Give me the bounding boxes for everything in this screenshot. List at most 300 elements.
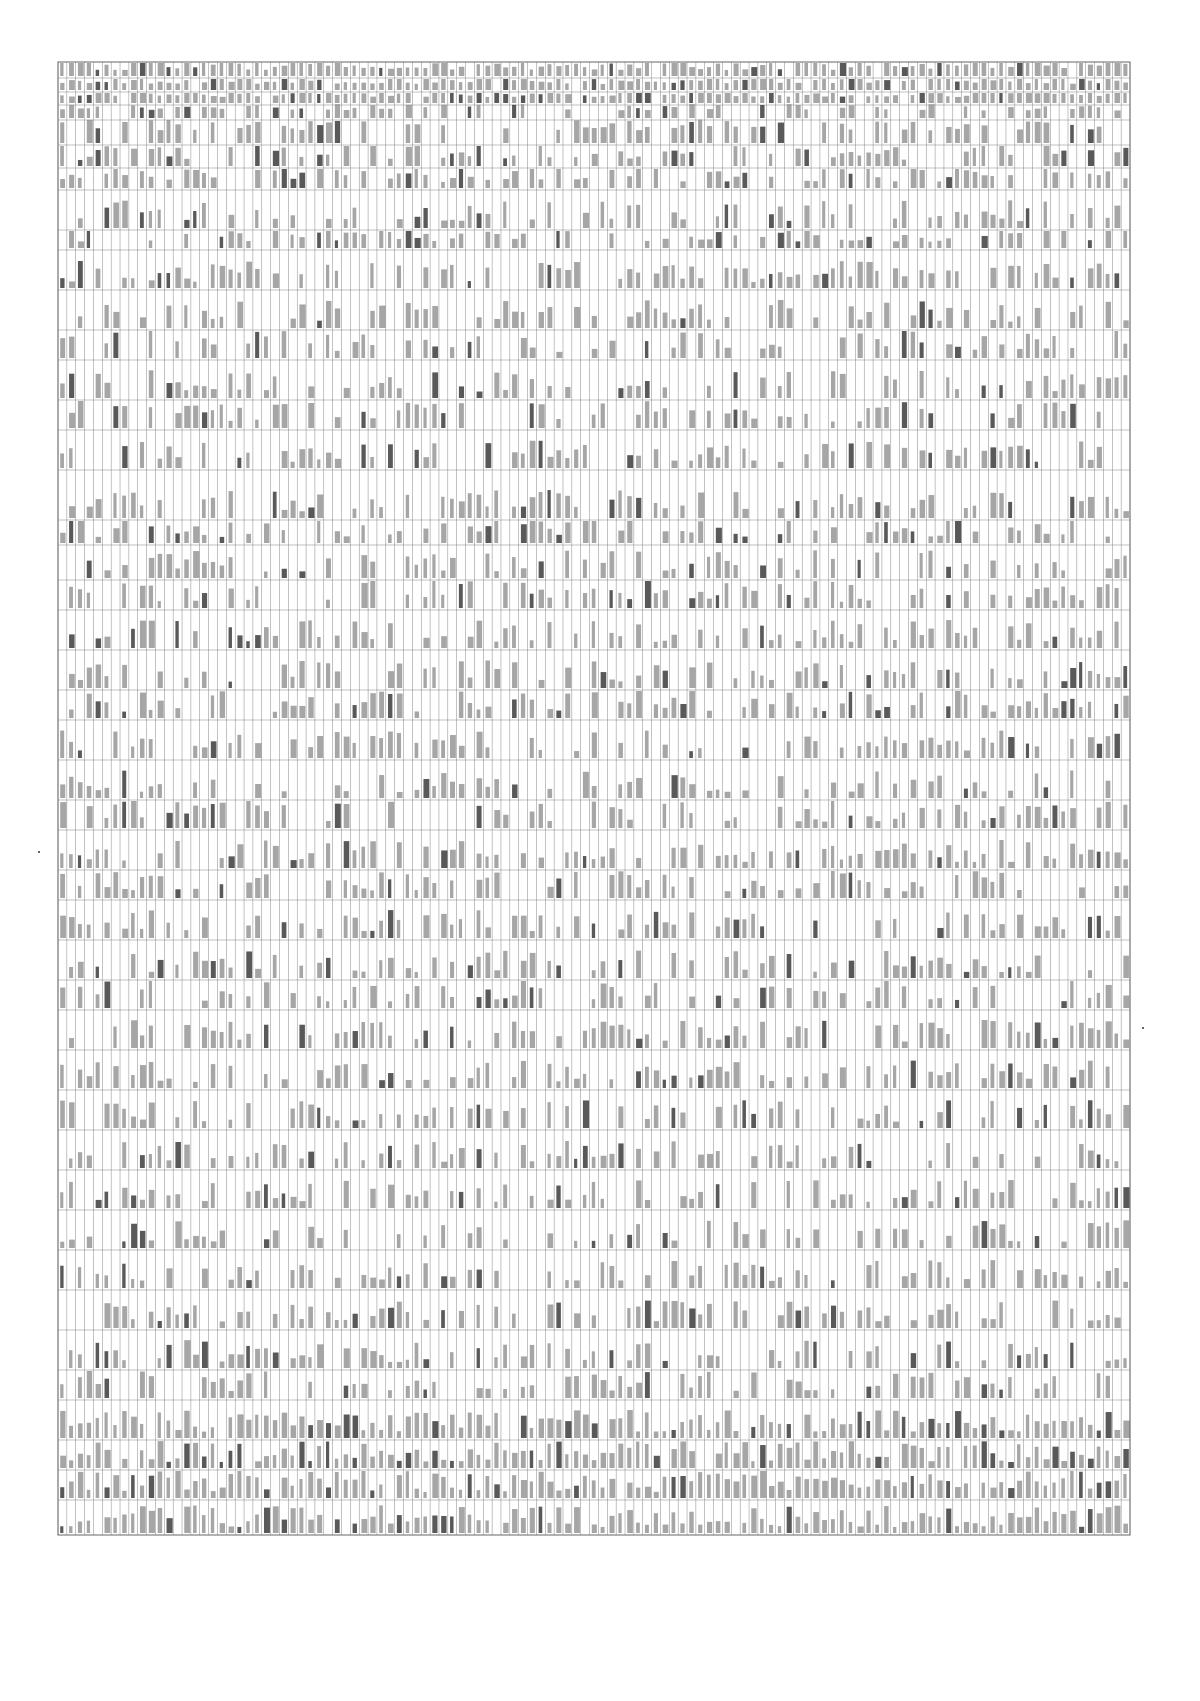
cell-text-mark (1008, 678, 1011, 688)
cell-text-mark (158, 876, 164, 898)
cell-text-mark (893, 181, 897, 188)
cell-text-mark (1017, 93, 1022, 103)
cell-text-mark (937, 745, 942, 758)
cell-text-mark (521, 1356, 527, 1368)
cell-text-mark (1061, 811, 1065, 828)
cell-text-mark (982, 1441, 987, 1468)
cell-text-mark (902, 891, 908, 898)
cell-text-mark (521, 234, 526, 248)
cell-text-mark (220, 79, 224, 90)
cell-text-mark (1123, 666, 1127, 688)
cell-text-mark (140, 817, 144, 828)
cell-text-mark (928, 310, 932, 328)
cell-text-mark (299, 1158, 303, 1168)
cell-text-mark (902, 81, 906, 90)
cell-text-mark (610, 1391, 615, 1398)
cell-text-mark (982, 212, 988, 228)
cell-text-mark (60, 1487, 64, 1498)
cell-text-mark (610, 875, 615, 898)
cell-text-mark (663, 239, 669, 248)
cell-text-mark (778, 1102, 783, 1128)
cell-text-mark (592, 97, 597, 103)
cell-text-mark (255, 805, 260, 828)
cell-text-mark (1035, 524, 1041, 543)
cell-text-mark (273, 1506, 279, 1533)
cell-text-mark (140, 1281, 144, 1288)
cell-text-mark (140, 621, 146, 648)
cell-text-mark (388, 671, 394, 688)
cell-text-mark (158, 853, 163, 868)
cell-text-mark (920, 238, 924, 248)
cell-text-mark (237, 844, 243, 868)
cell-text-mark (105, 818, 109, 828)
cell-text-mark (875, 271, 878, 288)
cell-text-mark (149, 786, 153, 798)
cell-text-mark (680, 63, 686, 76)
cell-text-mark (707, 109, 713, 118)
cell-text-mark (937, 857, 941, 868)
cell-text-mark (574, 1241, 577, 1248)
cell-text-mark (725, 821, 730, 828)
cell-text-mark (645, 581, 651, 608)
cell-text-mark (689, 1199, 694, 1208)
cell-text-mark (229, 1354, 235, 1368)
cell-text-mark (1008, 175, 1013, 188)
cell-text-mark (432, 1142, 435, 1168)
cell-text-mark (787, 97, 790, 103)
cell-text-mark (450, 1191, 453, 1208)
cell-text-mark (574, 1410, 580, 1438)
cell-text-mark (432, 346, 438, 358)
cell-text-mark (202, 747, 208, 758)
cell-text-mark (645, 1525, 649, 1533)
cell-text-mark (875, 772, 878, 798)
cell-text-mark (158, 1508, 163, 1533)
cell-text-mark (866, 816, 872, 828)
cell-text-mark (698, 240, 704, 248)
cell-text-mark (441, 269, 447, 288)
cell-text-mark (1097, 412, 1101, 428)
cell-text-mark (317, 155, 323, 166)
cell-text-mark (574, 872, 577, 898)
cell-text-mark (645, 241, 649, 248)
cell-text-mark (716, 216, 719, 228)
cell-text-mark (485, 97, 489, 103)
cell-text-mark (698, 454, 702, 468)
cell-text-mark (60, 533, 65, 543)
cell-text-mark (1106, 94, 1110, 103)
cell-text-mark (760, 349, 765, 358)
cell-text-mark (884, 80, 890, 90)
cell-text-mark (353, 971, 358, 978)
cell-text-mark (672, 1108, 676, 1128)
cell-text-mark (999, 385, 1002, 398)
cell-text-mark (556, 535, 562, 543)
cell-text-mark (574, 120, 580, 143)
cell-text-mark (282, 66, 288, 76)
cell-text-mark (512, 374, 517, 398)
cell-text-mark (840, 874, 846, 899)
cell-text-mark (291, 319, 296, 328)
cell-text-mark (999, 93, 1002, 103)
cell-text-mark (796, 1109, 800, 1128)
cell-text-mark (344, 175, 348, 188)
cell-text-mark (565, 387, 570, 398)
cell-text-mark (672, 461, 678, 468)
cell-text-mark (920, 170, 925, 188)
cell-text-mark (441, 850, 447, 868)
cell-text-mark (69, 1182, 73, 1208)
cell-text-mark (459, 919, 462, 938)
cell-text-mark (751, 1114, 756, 1128)
cell-text-mark (813, 1442, 818, 1469)
cell-text-mark (1044, 376, 1049, 398)
cell-text-mark (937, 1423, 941, 1438)
cell-text-mark (1026, 83, 1031, 90)
cell-text-mark (1088, 129, 1094, 143)
cell-text-mark (344, 841, 350, 868)
cell-text-mark (1123, 1474, 1126, 1498)
cell-text-mark (317, 662, 320, 688)
cell-text-mark (654, 983, 657, 1008)
cell-text-mark (654, 1070, 659, 1088)
cell-text-mark (246, 534, 251, 543)
cell-text-mark (264, 1074, 268, 1088)
cell-text-mark (415, 1489, 419, 1498)
cell-text-mark (317, 1238, 323, 1248)
cell-text-mark (485, 232, 490, 248)
cell-text-mark (689, 667, 695, 688)
cell-text-mark (264, 1416, 269, 1438)
cell-text-mark (361, 1348, 367, 1368)
cell-text-mark (689, 1308, 695, 1328)
cell-text-mark (547, 1418, 553, 1438)
cell-text-mark (822, 637, 826, 648)
cell-text-mark (689, 461, 693, 468)
cell-text-mark (78, 782, 83, 798)
cell-text-mark (273, 1144, 278, 1168)
cell-text-mark (866, 1387, 871, 1398)
cell-text-mark (884, 707, 890, 718)
cell-text-mark (973, 350, 977, 358)
cell-text-mark (893, 66, 897, 76)
cell-text-mark (592, 1423, 598, 1438)
cell-text-mark (122, 83, 126, 90)
cell-text-mark (698, 748, 701, 758)
cell-text-mark (282, 701, 288, 718)
cell-text-mark (459, 67, 464, 76)
cell-text-mark (220, 405, 223, 428)
cell-text-mark (565, 94, 571, 103)
cell-text-mark (849, 504, 854, 518)
cell-text-mark (760, 963, 765, 978)
cell-text-mark (663, 1431, 666, 1438)
cell-text-mark (450, 69, 454, 76)
cell-text-mark (1115, 1360, 1120, 1368)
cell-text-mark (131, 80, 137, 90)
cell-text-mark (415, 711, 419, 718)
cell-text-mark (246, 1521, 249, 1533)
cell-text-mark (450, 881, 453, 899)
cell-text-mark (645, 93, 651, 103)
cell-text-mark (751, 881, 756, 898)
cell-text-mark (831, 93, 835, 103)
cell-text-mark (813, 1479, 818, 1498)
cell-text-mark (299, 63, 303, 76)
cell-text-mark (494, 1033, 499, 1048)
cell-text-mark (105, 1104, 110, 1128)
cell-text-mark (601, 563, 606, 578)
cell-text-mark (556, 450, 561, 468)
cell-text-mark (1035, 956, 1041, 978)
cell-text-mark (716, 79, 719, 90)
cell-text-mark (875, 154, 880, 166)
cell-text-mark (955, 1000, 959, 1008)
cell-text-mark (87, 95, 92, 103)
cell-text-mark (1106, 781, 1111, 798)
cell-text-mark (512, 67, 516, 76)
cell-text-mark (78, 241, 84, 248)
cell-text-mark (317, 94, 320, 103)
cell-text-mark (335, 1065, 341, 1088)
cell-text-mark (928, 536, 933, 543)
cell-text-mark (565, 1200, 571, 1208)
cell-text-mark (654, 1151, 660, 1168)
cell-text-mark (521, 961, 527, 978)
cell-text-mark (353, 1480, 358, 1498)
cell-text-mark (494, 571, 498, 578)
cell-text-mark (1123, 231, 1127, 248)
cell-text-mark (1070, 770, 1073, 798)
cell-text-mark (884, 407, 889, 428)
cell-text-mark (415, 124, 421, 143)
cell-text-mark (291, 110, 295, 118)
cell-text-mark (831, 559, 835, 578)
cell-text-mark (1035, 1508, 1039, 1533)
cell-text-mark (530, 521, 536, 543)
cell-text-mark (87, 1455, 91, 1468)
cell-text-mark (964, 1483, 968, 1498)
cell-text-mark (937, 1262, 941, 1288)
cell-text-mark (184, 1411, 189, 1438)
cell-text-mark (229, 1022, 233, 1048)
cell-text-mark (734, 565, 738, 578)
cell-text-mark (725, 583, 729, 608)
cell-text-mark (618, 151, 623, 166)
cell-text-mark (122, 889, 128, 898)
cell-text-mark (60, 83, 64, 90)
cell-text-mark (379, 872, 384, 898)
cell-text-mark (858, 746, 862, 758)
cell-text-mark (60, 383, 64, 398)
cell-text-mark (787, 417, 792, 428)
cell-text-mark (299, 706, 305, 718)
cell-text-mark (663, 671, 668, 688)
cell-text-mark (1035, 1447, 1039, 1468)
cell-text-mark (379, 1485, 382, 1498)
cell-text-mark (1079, 1200, 1084, 1208)
cell-text-mark (113, 1350, 118, 1368)
cell-text-mark (610, 590, 613, 608)
cell-text-mark (725, 1036, 730, 1049)
cell-text-mark (69, 1350, 72, 1368)
cell-text-mark (87, 593, 90, 608)
cell-text-mark (1035, 462, 1038, 468)
cell-text-mark (468, 526, 473, 543)
cell-text-mark (937, 670, 942, 688)
cell-text-mark (1052, 1301, 1058, 1328)
cell-text-mark (672, 107, 678, 118)
cell-text-mark (539, 858, 544, 868)
cell-text-mark (565, 668, 571, 688)
cell-text-mark (707, 557, 710, 578)
cell-text-mark (255, 1415, 258, 1438)
cell-text-mark (229, 147, 233, 166)
cell-text-mark (982, 110, 986, 118)
cell-text-mark (175, 95, 179, 103)
cell-text-mark (441, 1225, 445, 1248)
cell-text-mark (627, 521, 632, 543)
cell-text-mark (468, 1474, 472, 1498)
cell-text-mark (397, 1115, 401, 1128)
cell-text-mark (636, 312, 641, 328)
cell-text-mark (415, 1196, 419, 1208)
cell-text-mark (707, 1475, 711, 1498)
cell-text-mark (175, 1430, 181, 1438)
cell-text-mark (122, 406, 127, 428)
cell-text-mark (999, 79, 1003, 90)
cell-text-mark (503, 202, 506, 228)
cell-text-mark (787, 852, 792, 868)
cell-text-mark (105, 1303, 111, 1328)
cell-text-mark (1088, 1028, 1094, 1048)
cell-text-mark (999, 972, 1004, 978)
cell-text-mark (530, 1451, 533, 1468)
cell-text-mark (592, 521, 596, 543)
cell-text-mark (742, 919, 746, 938)
cell-text-mark (450, 347, 454, 358)
cell-text-mark (69, 506, 75, 518)
cell-text-mark (60, 1411, 65, 1438)
cell-text-mark (672, 1141, 676, 1168)
cell-text-mark (822, 711, 826, 718)
cell-text-mark (610, 848, 615, 868)
cell-text-mark (202, 1201, 208, 1208)
cell-text-mark (503, 94, 508, 103)
cell-text-mark (627, 1387, 632, 1398)
cell-text-mark (1061, 151, 1066, 166)
cell-text-mark (698, 1472, 702, 1498)
cell-text-mark (990, 320, 996, 328)
cell-text-mark (299, 1479, 302, 1498)
cell-text-mark (229, 82, 235, 90)
cell-text-mark (388, 1036, 392, 1048)
cell-text-mark (698, 1415, 702, 1438)
cell-text-mark (344, 1454, 348, 1468)
cell-text-mark (530, 1481, 533, 1498)
cell-text-mark (1123, 64, 1127, 76)
cell-text-mark (742, 1475, 746, 1498)
cell-text-mark (1088, 268, 1093, 288)
cell-text-mark (982, 1318, 987, 1328)
cell-text-mark (627, 121, 631, 143)
cell-text-mark (973, 148, 976, 166)
cell-text-mark (955, 521, 961, 543)
cell-text-mark (672, 1301, 678, 1328)
cell-text-mark (937, 321, 941, 328)
cell-text-mark (131, 1475, 135, 1498)
cell-text-mark (787, 595, 791, 608)
cell-text-mark (158, 784, 162, 798)
cell-text-mark (361, 525, 364, 543)
cell-text-mark (866, 1121, 870, 1128)
cell-text-mark (1088, 702, 1091, 718)
cell-text-mark (982, 125, 988, 143)
cell-text-mark (512, 312, 518, 328)
cell-text-mark (804, 789, 808, 798)
cell-text-mark (556, 1420, 561, 1438)
cell-text-mark (831, 1519, 835, 1533)
cell-text-mark (308, 448, 312, 468)
cell-text-mark (822, 274, 828, 288)
cell-text-mark (459, 152, 464, 166)
cell-text-mark (1079, 79, 1085, 90)
cell-text-mark (441, 1310, 445, 1328)
cell-text-mark (450, 1077, 456, 1088)
cell-text-mark (840, 494, 843, 518)
cell-text-mark (397, 1362, 402, 1368)
cell-text-mark (902, 986, 906, 1008)
cell-text-mark (388, 1455, 394, 1468)
cell-text-mark (379, 231, 383, 248)
cell-text-mark (1044, 1354, 1048, 1368)
cell-text-mark (858, 333, 863, 358)
cell-text-mark (69, 281, 75, 288)
cell-text-mark (379, 1355, 383, 1368)
cell-text-mark (388, 1267, 391, 1288)
cell-text-mark (734, 96, 739, 103)
cell-text-mark (255, 105, 259, 118)
cell-text-mark (468, 107, 471, 118)
cell-text-mark (211, 1508, 214, 1533)
cell-text-mark (645, 1487, 651, 1498)
cell-text-mark (1052, 403, 1057, 428)
cell-text-mark (645, 1200, 650, 1208)
cell-text-mark (530, 738, 534, 758)
cell-text-mark (246, 600, 250, 608)
cell-text-mark (734, 817, 737, 828)
cell-text-mark (751, 127, 756, 143)
cell-text-mark (760, 626, 764, 648)
cell-text-mark (955, 1361, 959, 1368)
cell-text-mark (1115, 916, 1121, 938)
cell-text-mark (273, 846, 279, 868)
cell-text-mark (530, 931, 535, 938)
cell-text-mark (246, 1373, 251, 1398)
cell-text-mark (282, 1079, 288, 1088)
cell-text-mark (920, 740, 925, 758)
cell-text-mark (884, 1480, 890, 1498)
cell-text-mark (627, 820, 633, 828)
cell-text-mark (211, 65, 216, 76)
cell-text-mark (149, 1062, 154, 1088)
cell-text-mark (1088, 850, 1094, 868)
cell-text-mark (1026, 701, 1031, 718)
cell-text-mark (237, 128, 242, 143)
cell-text-mark (423, 97, 428, 103)
cell-text-mark (69, 777, 73, 798)
cell-text-mark (96, 374, 101, 398)
